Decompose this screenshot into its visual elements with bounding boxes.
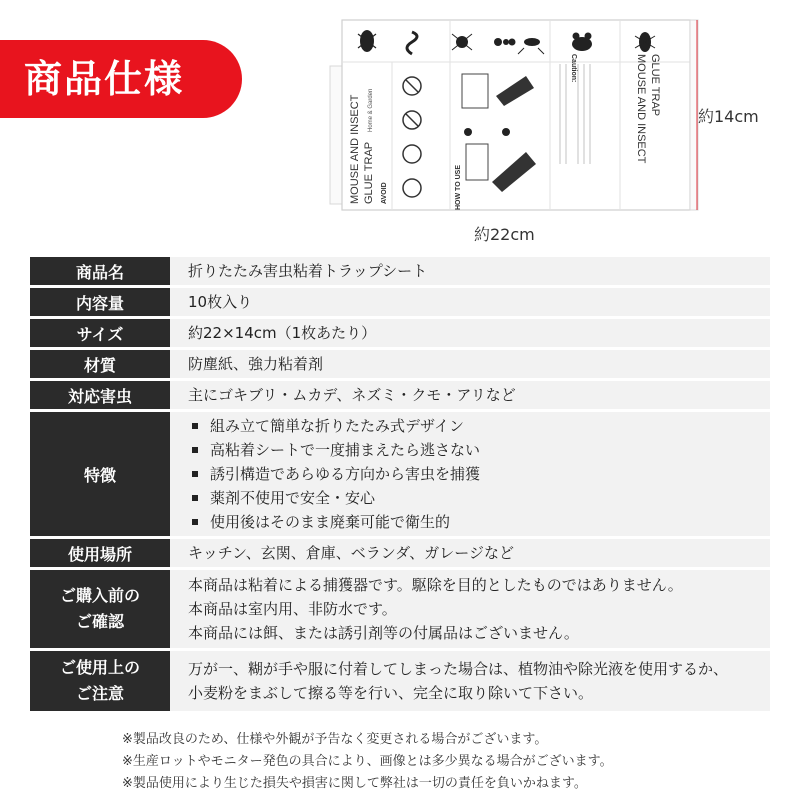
trap-heading-left-line1: MOUSE AND INSECT bbox=[349, 94, 361, 204]
spec-row-material bbox=[30, 350, 770, 378]
height-dimension-label: 約14cm bbox=[698, 107, 759, 126]
disclaimer-line: ※製品使用により生じた損失や損害に関して弊社は一切の責任を負いかねます。 bbox=[122, 776, 587, 791]
spec-label: 特徴 bbox=[30, 412, 170, 536]
spec-row-features bbox=[30, 412, 770, 536]
spec-table bbox=[30, 254, 770, 714]
pre-purchase-line: 本商品には餌、または誘引剤等の付属品はございません。 bbox=[188, 624, 579, 642]
disclaimer-line: ※生産ロットやモニター発色の具合により、画像とは多少異なる場合がございます。 bbox=[122, 754, 613, 769]
width-dimension-label: 約22cm bbox=[474, 225, 535, 244]
spec-label: 使用場所 bbox=[30, 539, 170, 567]
disclaimer-notes bbox=[122, 729, 613, 795]
spec-label-line: ご使用上の bbox=[59, 658, 140, 677]
spec-value: 防塵紙、強力粘着剤 bbox=[170, 350, 770, 378]
spec-row-target-pests bbox=[30, 381, 770, 409]
usage-caution-line: 万が一、糊が手や服に付着してしまった場合は、植物油や除光液を使用するか、 bbox=[188, 660, 729, 678]
avoid-label: AVOID bbox=[381, 182, 388, 204]
spec-label-line: ご注意 bbox=[75, 684, 124, 703]
spec-row-usage-caution bbox=[30, 651, 770, 711]
product-image bbox=[320, 14, 700, 214]
spec-value: 約22×14cm（1枚あたり） bbox=[170, 319, 770, 347]
spec-label: 内容量 bbox=[30, 288, 170, 316]
feature-item: 使用後はそのまま廃棄可能で衛生的 bbox=[188, 510, 770, 534]
feature-item: 高粘着シートで一度捕まえたら逃さない bbox=[188, 438, 770, 462]
spec-row-contents bbox=[30, 288, 770, 316]
spec-value: キッチン、玄関、倉庫、ベランダ、ガレージなど bbox=[170, 539, 770, 567]
disclaimer-line: ※製品改良のため、仕様や外観が予告なく変更される場合がございます。 bbox=[122, 732, 548, 747]
spec-value: 主にゴキブリ・ムカデ、ネズミ・クモ・アリなど bbox=[170, 381, 770, 409]
feature-list bbox=[188, 414, 770, 534]
how-to-use-label: HOW TO USE bbox=[455, 165, 462, 210]
spec-value bbox=[170, 412, 770, 536]
pre-purchase-line: 本商品は室内用、非防水です。 bbox=[188, 600, 397, 618]
feature-item: 誘引構造であらゆる方向から害虫を捕獲 bbox=[188, 462, 770, 486]
spec-value bbox=[170, 570, 770, 648]
spec-row-size bbox=[30, 319, 770, 347]
spec-label: サイズ bbox=[30, 319, 170, 347]
usage-caution-line: 小麦粉をまぶして擦る等を行い、完全に取り除いて下さい。 bbox=[188, 684, 594, 702]
spec-value: 折りたたみ害虫粘着トラップシート bbox=[170, 257, 770, 285]
caution-label: Caution: bbox=[570, 54, 577, 83]
spec-value: 10枚入り bbox=[170, 288, 770, 316]
feature-item: 薬剤不使用で安全・安心 bbox=[188, 486, 770, 510]
trap-subheading: Home & Garden bbox=[368, 88, 374, 132]
trap-heading-right-line1: MOUSE AND INSECT bbox=[635, 54, 647, 164]
section-title: 商品仕様 bbox=[0, 40, 242, 118]
spec-label-line: ご購入前の bbox=[59, 586, 140, 605]
trap-heading-right-line2: GLUE TRAP bbox=[649, 54, 661, 117]
pre-purchase-line: 本商品は粘着による捕獲器です。駆除を目的としたものではありません。 bbox=[188, 576, 683, 594]
spec-label: 材質 bbox=[30, 350, 170, 378]
spec-value bbox=[170, 651, 770, 711]
spec-row-pre-purchase bbox=[30, 570, 770, 648]
spec-label: 対応害虫 bbox=[30, 381, 170, 409]
spec-label-line: ご確認 bbox=[75, 612, 124, 631]
spec-label bbox=[30, 570, 170, 648]
feature-item: 組み立て簡単な折りたたみ式デザイン bbox=[188, 414, 770, 438]
spec-row-product-name bbox=[30, 257, 770, 285]
spec-row-usage-location bbox=[30, 539, 770, 567]
spec-label: 商品名 bbox=[30, 257, 170, 285]
spec-label bbox=[30, 651, 170, 711]
trap-heading-left-line2: GLUE TRAP bbox=[363, 141, 375, 204]
